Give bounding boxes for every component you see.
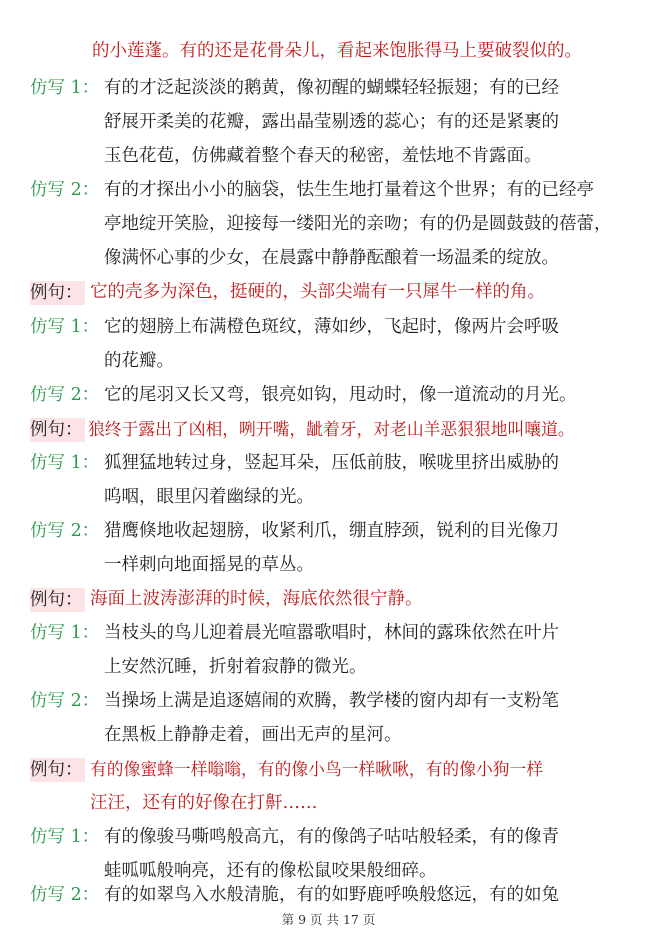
imitation-line: 当枝头的鸟儿迎着晨光喧嚣歌唱时，林间的露珠依然在叶片 — [104, 623, 559, 643]
example-sentence: 它的壳多为深色，挺硬的，头部尖端有一只犀牛一样的角。 — [90, 282, 545, 302]
imitation-line: 它的翅膀上布满橙色斑纹，薄如纱，飞起时，像两片会呼吸 — [104, 317, 559, 337]
imitation-2-label: 仿写 2： — [30, 691, 100, 711]
example-sentence: 狼终于露出了凶相，咧开嘴，龇着牙，对老山羊恶狠狠地叫嚷道。 — [88, 419, 575, 439]
imitation-1-label: 仿写 1： — [30, 317, 100, 337]
imitation-line: 它的尾羽又长又弯，银亮如钩，甩动时，像一道流动的月光。 — [104, 385, 577, 405]
imitation-line: 蛙呱呱般响亮，还有的像松鼠咬果般细碎。 — [104, 861, 437, 881]
imitation-2-label: 仿写 2： — [30, 885, 100, 905]
imitation-line: 有的像骏马嘶鸣般高亢，有的像鸽子咕咕般轻柔，有的像青 — [104, 827, 559, 847]
imitation-line: 有的如翠鸟入水般清脆，有的如野鹿呼唤般悠远，有的如兔 — [104, 885, 559, 905]
example-label: 例句： — [30, 760, 83, 780]
imitation-line: 上安然沉睡，折射着寂静的微光。 — [104, 657, 367, 677]
example-label: 例句： — [30, 420, 83, 440]
imitation-line: 当操场上满是追逐嬉闹的欢腾，教学楼的窗内却有一支粉笔 — [104, 691, 559, 711]
imitation-line: 有的才泛起淡淡的鹅黄，像初醒的蝴蝶轻轻振翅；有的已经 — [104, 78, 559, 98]
example-sentence: 汪汪，还有的好像在打鼾…… — [90, 793, 318, 813]
example-continuation: 的小莲蓬。有的还是花骨朵儿，看起来饱胀得马上要破裂似的。 — [92, 41, 582, 61]
imitation-line: 玉色花苞，仿佛藏着整个春天的秘密，羞怯地不肯露面。 — [104, 146, 542, 166]
imitation-1-label: 仿写 1： — [30, 827, 100, 847]
imitation-line: 呜咽，眼里闪着幽绿的光。 — [104, 487, 314, 507]
example-label: 例句： — [30, 283, 83, 303]
imitation-2-label: 仿写 2： — [30, 180, 100, 200]
imitation-1-label: 仿写 1： — [30, 453, 100, 473]
example-sentence: 有的像蜜蜂一样嗡嗡，有的像小鸟一样啾啾，有的像小狗一样 — [90, 759, 544, 779]
imitation-2-label: 仿写 2： — [30, 385, 100, 405]
imitation-line: 狐狸猛地转过身，竖起耳朵，压低前肢，喉咙里挤出威胁的 — [104, 453, 559, 473]
imitation-line: 有的才探出小小的脑袋，怯生生地打量着这个世界；有的已经亭 — [104, 180, 594, 200]
imitation-1-label: 仿写 1： — [30, 623, 100, 643]
imitation-line: 的花瓣。 — [104, 351, 174, 371]
imitation-line: 一样刺向地面摇晃的草丛。 — [104, 555, 314, 575]
imitation-2-label: 仿写 2： — [30, 521, 100, 541]
imitation-line: 在黑板上静静走着，画出无声的星河。 — [104, 725, 402, 745]
imitation-line: 像满怀心事的少女，在晨露中静静酝酿着一场温柔的绽放。 — [104, 248, 559, 268]
imitation-line: 亭地绽开笑脸，迎接每一缕阳光的亲吻；有的仍是圆鼓鼓的蓓蕾， — [104, 214, 612, 234]
example-label: 例句： — [30, 590, 83, 610]
imitation-line: 舒展开柔美的花瓣，露出晶莹剔透的蕊心；有的还是紧裹的 — [104, 112, 559, 132]
example-sentence: 海面上波涛澎湃的时候，海底依然很宁静。 — [90, 589, 423, 609]
imitation-1-label: 仿写 1： — [30, 78, 100, 98]
page-number: 第 9 页 共 17 页 — [281, 912, 376, 927]
imitation-line: 猎鹰倏地收起翅膀，收紧利爪，绷直脖颈，锐利的目光像刀 — [104, 521, 559, 541]
